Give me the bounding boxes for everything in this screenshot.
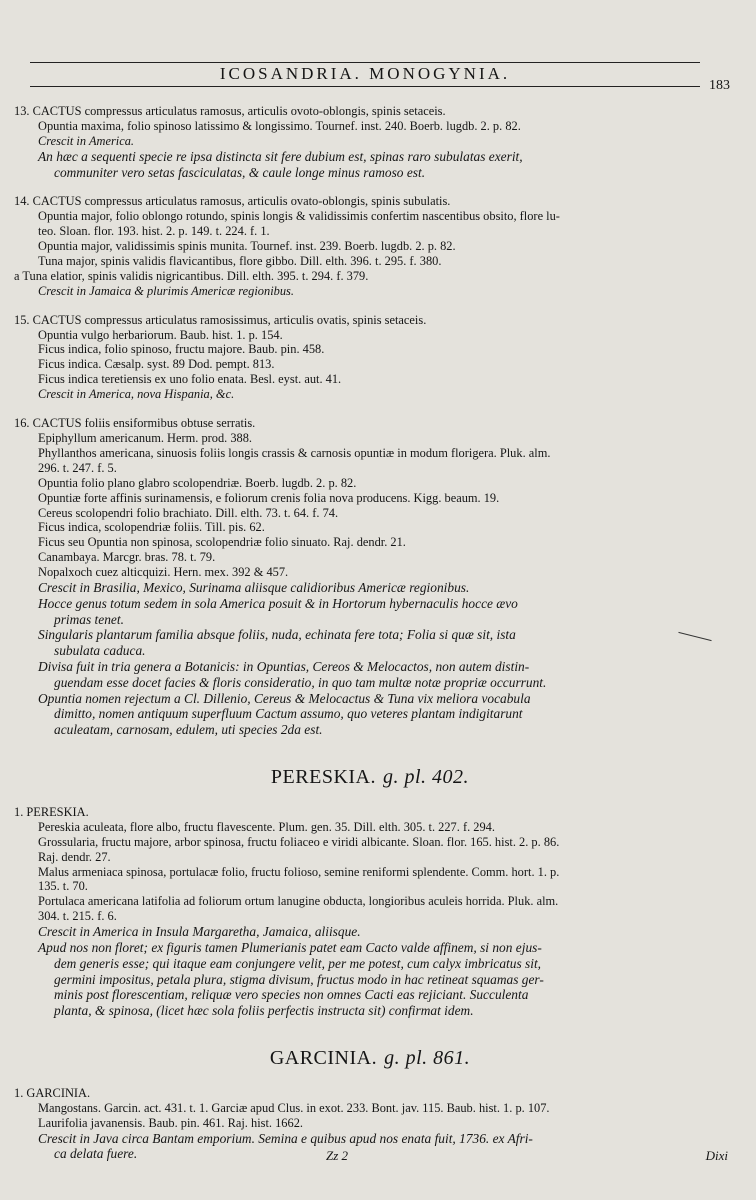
habitat: Crescit in Jamaica & plurimis Americæ regionibus. <box>38 283 294 298</box>
synonym: Cereus scolopendri folio brachiato. Dill. elth. 73. t. 64. f. 74. <box>38 505 339 520</box>
habitat: Crescit in America. <box>38 133 135 148</box>
synonym: Malus armeniaca spinosa, portulacæ folio, fructu folioso, semine reniformi splendente. Comm. hort. 1. p. <box>38 864 560 879</box>
species-heading: 1. PERESKIA. <box>14 804 89 819</box>
synonym: Canambaya. Marcgr. bras. 78. t. 79. <box>38 550 216 565</box>
genus-name: PERESKIA. <box>270 766 376 789</box>
genus-heading-pereskia <box>14 766 726 789</box>
synonym: Epiphyllum americanum. Herm. prod. 388. <box>38 431 253 445</box>
note-line: dem generis esse; qui itaque eam conjungere velit, per me potest, cum calyx imbricatus sit, <box>54 955 542 971</box>
synonym: Opuntia maxima, folio spinoso latissimo & longissimo. Tournef. inst. 240. Boerb. lugdb. 2. p. 82. <box>38 118 521 133</box>
note-line: An hæc a sequenti specie re ipsa distincta sit fere dubium est, spinas raro subulatas exerit, <box>38 148 523 164</box>
entry-cactus-13 <box>14 104 726 180</box>
note-line: planta, & spinosa, (licet hæc sola foliis perfectis instructa sit) confirmat idem. <box>54 1003 474 1019</box>
synonym: Opuntiæ forte affinis surinamensis, e foliorum crenis folia nova producens. Kigg. beaum. 19. <box>38 490 500 505</box>
species-heading: 16. CACTUS foliis ensiformibus obtuse serratis. <box>14 416 256 431</box>
note-line: Divisa fuit in tria genera a Botanicis: in Opuntias, Cereos & Melocactos, non autem distin- <box>38 659 530 675</box>
genus-reference: g. pl. 402. <box>383 766 470 789</box>
note-line: dimitto, nomen antiquum superfluum Cactum assumo, quo veteres plantam indigitarunt <box>54 706 523 722</box>
synonym: Phyllanthos americana, sinuosis foliis longis crassis & carnosis opuntiæ in modum florigera. Pluk. alm. <box>38 445 551 460</box>
note-line: germini impositus, petala plura, stigma divisum, fructus modo in hac retineat squamas ger- <box>54 971 544 987</box>
catchword: Dixi <box>705 1148 728 1163</box>
synonym-continued: 296. t. 247. f. 5. <box>38 460 117 475</box>
habitat: Crescit in Brasilia, Mexico, Surinama aliisque calidioribus Americæ regionibus. <box>38 580 470 596</box>
synonym: Pereskia aculeata, flore albo, fructu flavescente. Plum. gen. 35. Dill. elth. 305. t. 227. f. 294. <box>38 819 495 834</box>
page-footer <box>0 1148 756 1168</box>
entry-pereskia-1 <box>14 805 726 1019</box>
note-line: Apud nos non floret; ex figuris tamen Plumerianis patet eam Cacto valde affinem, si non ejus- <box>38 939 542 955</box>
synonym-continued: teo. Sloan. flor. 193. hist. 2. p. 149. t. 224. f. 1. <box>38 224 270 239</box>
note-line: ca delata fuere. <box>54 1146 138 1162</box>
habitat: Crescit in America, nova Hispania, &c. <box>38 387 235 402</box>
synonym: Mangostans. Garcin. act. 431. t. 1. Garciæ apud Clus. in exot. 233. Bont. jav. 115. Baub. hist. 1. p. 107. <box>38 1100 550 1115</box>
synonym: Tuna major, spinis validis flavicantibus, flore gibbo. Dill. elth. 396. t. 295. f. 380. <box>38 253 442 268</box>
signature-mark: Zz 2 <box>326 1148 349 1163</box>
synonym: Opuntia major, validissimis spinis munita. Tournef. inst. 239. Boerb. lugdb. 2. p. 82. <box>38 239 456 254</box>
synonym: Opuntia vulgo herbariorum. Baub. hist. 1. p. 154. <box>38 327 283 342</box>
note-line: Hocce genus totum sedem in sola America posuit & in Hortorum hybernaculis hocce ævo <box>38 595 518 611</box>
synonym: Laurifolia javanensis. Baub. pin. 461. Raj. hist. 1662. <box>38 1115 303 1130</box>
synonym: Ficus indica, folio spinoso, fructu majore. Baub. pin. 458. <box>38 342 325 357</box>
synonym-continued: Raj. dendr. 27. <box>38 849 111 864</box>
page-number: 183 <box>709 78 730 93</box>
note-line: aculeatam, carnosam, edulem, uti species 2da est. <box>54 722 323 738</box>
header-rule-top <box>30 62 700 63</box>
variety-line: a Tuna elatior, spinis validis nigricantibus. Dill. elth. 395. t. 294. f. 379. <box>14 268 369 283</box>
page-header <box>30 58 730 98</box>
genus-reference: g. pl. 861. <box>384 1046 471 1069</box>
note-line: Opuntia nomen rejectum a Cl. Dillenio, Cereus & Melocactus & Tuna vix meliora vocabula <box>38 690 531 706</box>
entry-cactus-14 <box>14 194 726 298</box>
species-heading: 14. CACTUS compressus articulatus ramosus, articulis ovato-oblongis, spinis subulatis. <box>14 194 451 209</box>
synonym: Ficus indica, scolopendriæ foliis. Till. pis. 62. <box>38 520 265 535</box>
synonym-continued: 135. t. 70. <box>38 879 88 894</box>
synonym: Ficus seu Opuntia non spinosa, scolopendriæ folio sinuato. Raj. dendr. 21. <box>38 535 406 550</box>
synonym: Opuntia major, folio oblongo rotundo, spinis longis & validissimis confertim nascentibus obsito, flore lu- <box>38 209 560 224</box>
species-heading: 15. CACTUS compressus articulatus ramosissimus, articulis ovatis, spinis setaceis. <box>14 312 427 327</box>
header-rule-bottom <box>30 86 700 87</box>
habitat: Crescit in America in Insula Margaretha, Jamaica, aliisque. <box>38 924 361 940</box>
note-line: minis post florescentiam, reliquæ vero species non omnes Cacti eas rejiciant. Succulenta <box>54 987 529 1003</box>
synonym: Grossularia, fructu majore, arbor spinosa, fructu foliaceo e viridi albicante. Sloan. flor. 165. hist. 2. p. 86. <box>38 834 560 849</box>
note-line: guendam esse docet facies & floris consideratio, in quo tam multæ notæ propriæ occurrunt. <box>54 674 547 690</box>
note-line: primas tenet. <box>54 611 124 627</box>
synonym: Nopalxoch cuez alticquizi. Hern. mex. 392 & 457. <box>38 565 289 580</box>
entry-cactus-16 <box>14 416 726 738</box>
note-line: communiter vero setas fasciculatas, & caule longe minus ramoso est. <box>54 164 426 180</box>
species-heading: 13. CACTUS compressus articulatus ramosus, articulis ovoto-oblongis, spinis setaceis. <box>14 104 446 118</box>
synonym: Portulaca americana latifolia ad foliorum ortum lanugine obducta, longioribus aculeis horrida. Pluk. alm. <box>38 894 559 909</box>
species-heading: 1. GARCINIA. <box>14 1085 91 1100</box>
entry-cactus-15 <box>14 313 726 402</box>
page-body <box>14 104 726 1176</box>
habitat: Crescit in Java circa Bantam emporium. Semina e quibus apud nos enata fuit, 1736. ex Afri- <box>38 1130 533 1146</box>
note-line: Singularis plantarum familia absque foliis, nuda, echinata fere tota; Folia si quæ sit, ista <box>38 627 516 643</box>
running-title: ICOSANDRIA. MONOGYNIA. <box>219 64 511 83</box>
genus-name: GARCINIA. <box>269 1046 378 1069</box>
synonym-continued: 304. t. 215. f. 6. <box>38 909 117 924</box>
note-line: subulata caduca. <box>54 643 146 659</box>
genus-heading-garcinia <box>14 1046 726 1069</box>
synonym: Opuntia folio plano glabro scolopendriæ. Boerb. lugdb. 2. p. 82. <box>38 475 357 490</box>
synonym: Ficus indica teretiensis ex uno folio enata. Besl. eyst. aut. 41. <box>38 372 342 387</box>
synonym: Ficus indica. Cæsalp. syst. 89 Dod. pempt. 813. <box>38 357 275 372</box>
